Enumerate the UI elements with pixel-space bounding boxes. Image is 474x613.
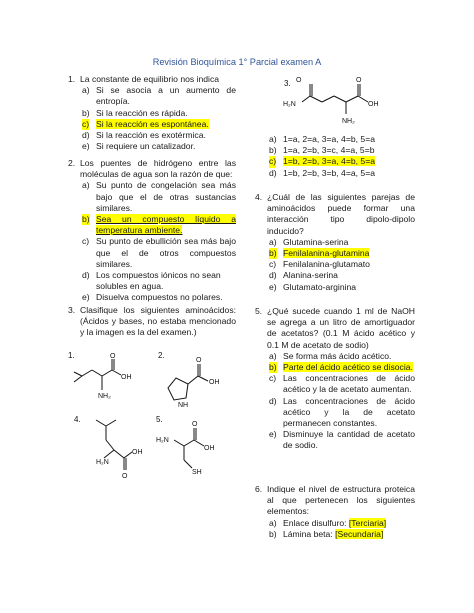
option-text: Se forma más ácido acético.	[283, 350, 392, 361]
option-letter: e)	[269, 281, 277, 292]
bond	[334, 96, 346, 102]
option-letter: b)	[269, 145, 277, 156]
option-letter: c)	[269, 156, 277, 167]
oxygen-atom: O	[296, 77, 302, 84]
bond	[106, 420, 116, 426]
amine-group: NH	[178, 402, 189, 409]
option-letter: d)	[269, 395, 277, 406]
thiol-group: SH	[192, 469, 202, 476]
question-number: 4.	[255, 192, 263, 202]
option-text: Lámina beta:	[283, 528, 336, 539]
answer-highlight: [Terciaria]	[348, 517, 387, 528]
option-letter: c)	[269, 373, 277, 384]
option-text: 1=a, 2=b, 3=c, 4=a, 5=b	[283, 145, 375, 156]
question-number: 6.	[255, 484, 263, 494]
oxygen-atom: O	[356, 77, 362, 84]
bond	[188, 376, 198, 384]
option-text: Enlace disulfuro:	[283, 517, 349, 528]
hydroxyl-group: OH	[121, 374, 132, 381]
option-text: Disminuye la cantidad de acetato de sodio.	[283, 429, 415, 451]
question-number: 5.	[255, 306, 263, 316]
option-text: Si la reacción es exotérmica.	[96, 130, 206, 141]
molecule-label: 3.	[284, 79, 291, 88]
option-letter: c)	[82, 236, 90, 247]
question-6	[255, 484, 415, 540]
option-letter: e)	[269, 429, 277, 440]
molecule-label: 1.	[68, 351, 75, 360]
option-text: Alanina-serina	[283, 270, 338, 281]
oxygen-atom: O	[192, 421, 198, 428]
question-4	[255, 192, 415, 293]
question-5	[255, 306, 415, 452]
option-text: Fenilalanina-glutamato	[283, 259, 370, 270]
question-number: 1.	[68, 74, 76, 84]
option-text: Glutamato-arginina	[283, 281, 357, 292]
hydroxyl-group: OH	[132, 449, 143, 456]
question-3	[68, 305, 236, 339]
bond	[102, 370, 112, 376]
molecule-2-structure	[154, 350, 234, 412]
question-text: ¿Cuál de las siguientes parejas de aminoácidos puede formar una interacción tipo dipolo-dipolo inducido?	[267, 192, 415, 236]
option-letter: d)	[82, 270, 90, 281]
option-text: Disuelva compuestos no polares.	[96, 292, 223, 303]
molecule-5-structure	[154, 414, 234, 486]
molecule-label: 5.	[156, 415, 163, 424]
option-text: 1=a, 2=a, 3=a, 4=b, 5=a	[283, 134, 375, 144]
ring	[168, 378, 188, 400]
bond	[112, 370, 121, 375]
bond	[96, 420, 106, 426]
hydroxyl-group: OH	[209, 379, 220, 386]
bond	[358, 96, 368, 102]
answer-highlight: 1=b, 2=b, 3=a, 4=b, 5=a	[283, 156, 375, 167]
bond	[322, 96, 334, 102]
option-text: Si requiere un catalizador.	[96, 141, 196, 152]
question-text: Los puentes de hidrógeno entre las moléculas de agua son la razón de que:	[80, 158, 236, 180]
amino-group: H₂N	[96, 459, 109, 466]
amino-group: H₂N	[283, 101, 296, 108]
option-text: Si la reacción es rápida.	[96, 107, 188, 118]
option-letter: d)	[82, 130, 90, 141]
question-2	[68, 158, 236, 304]
question-text: Indique el nivel de estructura proteica al que pertenecen los siguientes elementos:	[267, 484, 415, 517]
molecule-4-structure	[66, 414, 150, 486]
question-1	[68, 74, 236, 152]
bond	[194, 440, 204, 446]
option-text: Su punto de ebullición sea más bajo que el de otros compuestos similares.	[96, 236, 236, 269]
option-letter: b)	[269, 362, 277, 373]
amino-group: NH₂	[98, 393, 111, 400]
bond	[92, 370, 102, 376]
answer-highlight: Sea un compuesto líquido a temperatura ambiente.	[96, 214, 236, 236]
bond	[106, 440, 114, 450]
bond	[104, 450, 114, 458]
option-letter: c)	[82, 118, 90, 129]
option-text: Si se asocia a un aumento de entropía.	[96, 85, 236, 107]
option-letter: b)	[82, 107, 90, 118]
option-letter: d)	[269, 167, 277, 178]
option-text: Las concentraciones de ácido acético y la de acetato permanecen constantes.	[283, 395, 415, 429]
option-text: 1=b, 2=b, 3=b, 4=a, 5=a	[283, 167, 375, 178]
option-letter: b)	[82, 214, 90, 225]
question-3-options	[255, 134, 415, 179]
oxygen-atom: O	[122, 473, 128, 480]
answer-highlight: Fenilalanina-glutamina	[283, 248, 370, 259]
molecule-3-structure	[282, 76, 392, 130]
option-letter: a)	[269, 517, 277, 528]
option-letter: b)	[269, 528, 277, 539]
option-letter: d)	[269, 270, 277, 281]
answer-highlight: Parte del ácido acético se disocia.	[283, 362, 413, 373]
bond	[74, 372, 82, 382]
bond	[174, 440, 184, 446]
option-letter: e)	[82, 141, 90, 152]
hydroxyl-group: OH	[204, 445, 215, 452]
option-letter: a)	[269, 350, 277, 361]
option-letter: a)	[82, 85, 90, 96]
oxygen-atom: O	[110, 353, 116, 360]
option-letter: e)	[82, 292, 90, 303]
molecule-1-structure	[66, 350, 146, 410]
answer-highlight: Si la reacción es espontánea.	[96, 118, 209, 129]
option-text: Los compuestos iónicos no sean solubles en agua.	[96, 270, 221, 292]
question-number: 3.	[68, 305, 76, 315]
bond	[114, 450, 124, 458]
bond	[184, 440, 194, 446]
amino-group: NH₂	[342, 118, 355, 125]
option-text: Su punto de congelación sea más bajo que el de otras sustancias similares.	[96, 180, 236, 213]
option-letter: a)	[269, 236, 277, 247]
option-letter: b)	[269, 248, 277, 259]
oxygen-atom: O	[196, 357, 202, 364]
question-text: Clasifique los siguientes aminoácidos: (Ácidos y bases, no estaba mencionado y la imagen es la del examen.)	[80, 305, 236, 338]
option-text: Las concentraciones de ácido acético y la de acetato aumentan.	[283, 373, 415, 395]
bond	[82, 370, 92, 376]
option-letter: a)	[82, 180, 90, 191]
bond	[184, 460, 192, 468]
question-text: La constante de equilibrio nos indica	[80, 74, 220, 84]
bond	[198, 376, 208, 381]
molecule-label: 4.	[74, 415, 81, 424]
page-title: Revisión Bioquímica 1° Parcial examen A	[152, 57, 322, 67]
bond	[346, 96, 358, 102]
hydroxyl-group: OH	[368, 101, 379, 108]
molecule-label: 2.	[158, 351, 165, 360]
bond	[302, 96, 310, 102]
question-text: ¿Qué sucede cuando 1 ml de NaOH se agrega a un litro de amortiguador de acetatos? (0.1 M ácido acético y 0.1 M de acetato de sodio)	[267, 306, 415, 350]
amino-group: H₂N	[156, 437, 169, 444]
bond	[310, 96, 322, 102]
option-letter: c)	[269, 259, 277, 270]
bond	[124, 452, 132, 458]
answer-highlight: [Secundaria]	[335, 528, 384, 539]
question-number: 2.	[68, 158, 76, 168]
option-letter: a)	[269, 134, 277, 144]
option-text: Glutamina-serina	[283, 236, 349, 247]
